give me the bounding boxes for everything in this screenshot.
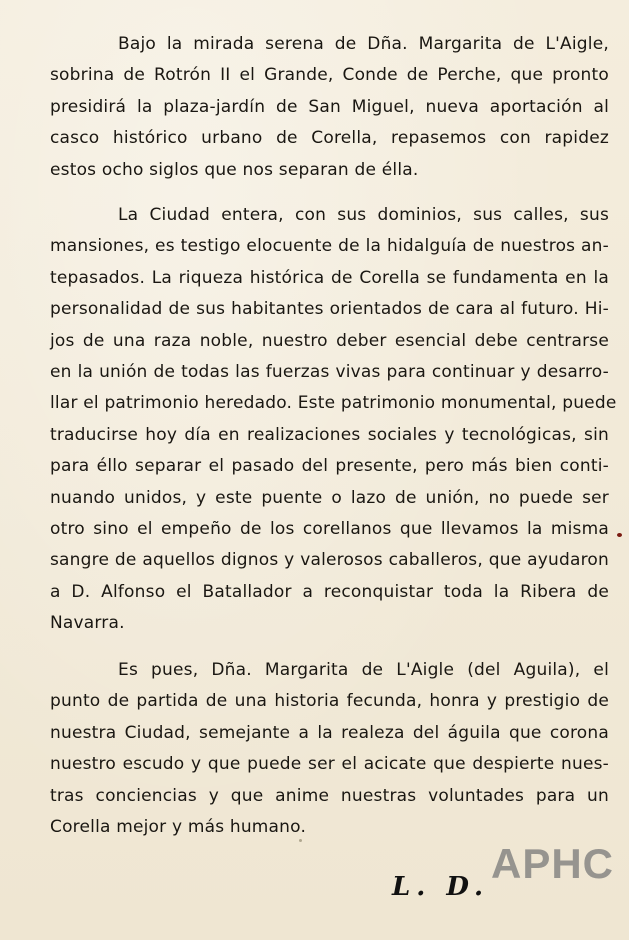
paragraph-2 <box>50 200 617 639</box>
text-line: para éllo separar el pasado del presente, pero más bien conti- <box>50 456 609 477</box>
text-line: presidirá la plaza-jardín de San Miguel, nueva aportación al <box>50 96 609 117</box>
text-line: personalidad de sus habitantes orientados de cara al futuro. Hi- <box>50 299 609 320</box>
text-line: sangre de aquellos dignos y valerosos caballeros, que ayudaron <box>50 550 609 571</box>
text-line: a D. Alfonso el Batallador a reconquistar toda la Ribera de <box>50 581 609 602</box>
text-line: jos de una raza noble, nuestro deber esencial debe centrarse <box>50 330 609 351</box>
text-line: La Ciudad entera, con sus dominios, sus calles, sus <box>118 205 609 225</box>
text-line: en la unión de todas las fuerzas vivas para continuar y desarro- <box>50 361 609 382</box>
text-line: tepasados. La riqueza histórica de Corella se fundamenta en la <box>50 267 609 288</box>
text-line: otro sino el empeño de los corellanos que llevamos la misma <box>50 518 609 539</box>
text-line: sobrina de Rotrón II el Grande, Conde de Perche, que pronto <box>50 65 609 86</box>
text-line: estos ocho siglos que nos separan de élla. <box>50 159 419 180</box>
ink-speck <box>617 533 622 537</box>
paragraph-3 <box>50 655 609 843</box>
text-line: Navarra. <box>50 613 125 634</box>
text-line: casco histórico urbano de Corella, repasemos con rapidez <box>50 128 609 149</box>
text-line: mansiones, es testigo elocuente de la hidalguía de nuestros an- <box>50 236 609 257</box>
text-line: Es pues, Dña. Margarita de L'Aigle (del Aguila), el <box>118 660 609 680</box>
text-line: llar el patrimonio heredado. Este patrimonio monumental, puede <box>50 393 617 414</box>
text-line: Corella mejor y más humano. <box>50 816 307 837</box>
text-line: nuando unidos, y este puente o lazo de unión, no puede ser <box>50 487 609 508</box>
signature: L. D. <box>392 872 490 902</box>
text-line: punto de partida de una historia fecunda, honra y prestigio de <box>50 691 609 712</box>
aphc-watermark: APHC <box>491 840 615 887</box>
text-line: traducirse hoy día en realizaciones sociales y tecnológicas, sin <box>50 424 609 445</box>
text-line: nuestro escudo y que puede ser el acicate que despierte nues- <box>50 754 609 775</box>
paragraph-1 <box>50 29 609 186</box>
ink-speck <box>299 839 302 842</box>
text-line: Bajo la mirada serena de Dña. Margarita de L'Aigle, <box>118 34 609 54</box>
text-line: tras conciencias y que anime nuestras voluntades para un <box>50 785 609 806</box>
text-line: nuestra Ciudad, semejante a la realeza del águila que corona <box>50 722 609 743</box>
